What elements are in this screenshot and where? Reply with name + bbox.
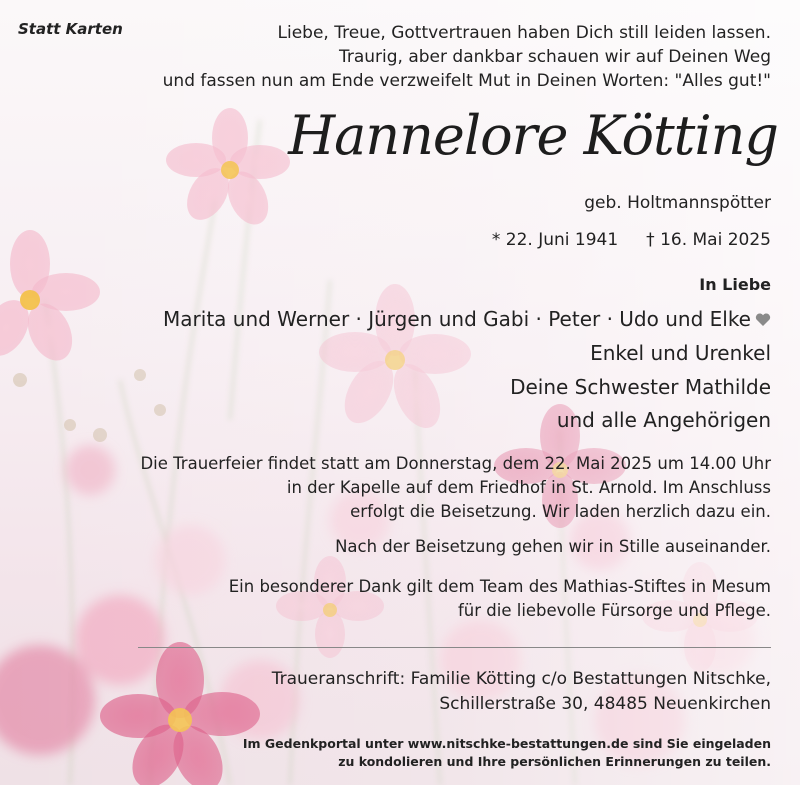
verse: [163, 21, 771, 93]
divider: [138, 647, 771, 648]
thanks-note: [229, 575, 771, 623]
mourner-line: [163, 303, 771, 337]
death-date: † 16. Mai 2025: [646, 230, 771, 250]
service-line: Die Trauerfeier findet statt am Donnerstag, dem 22. Mai 2025 um 14.00 Uhr: [140, 454, 771, 473]
verse-line: Liebe, Treue, Gottvertrauen haben Dich still leiden lassen.: [277, 23, 771, 43]
address-line: Schillerstraße 30, 48485 Neuenkirchen: [439, 694, 771, 714]
portal-line: Im Gedenkportal unter www.nitschke-bestattungen.de sind Sie eingeladen: [242, 736, 771, 751]
verse-line: und fassen nun am Ende verzweifelt Mut in Deinen Worten: "Alles gut!": [162, 71, 771, 91]
mourner-line: und alle Angehörigen: [556, 408, 771, 433]
mourning-address: [272, 667, 771, 717]
deceased-name: Hannelore Kötting: [288, 104, 778, 167]
funeral-service-info: [140, 452, 771, 524]
thanks-line: für die liebevolle Fürsorge und Pflege.: [457, 601, 771, 620]
mourner-line: Deine Schwester Mathilde: [510, 374, 771, 399]
verse-line: Traurig, aber dankbar schauen wir auf Deinen Weg: [338, 47, 771, 67]
heart-icon: [753, 304, 771, 338]
mourners-list: [163, 303, 771, 438]
portal-line: zu kondolieren und Ihre persönlichen Erinnerungen zu teilen.: [338, 754, 771, 769]
birth-date: * 22. Juni 1941: [491, 230, 619, 250]
mourner-line: Enkel und Urenkel: [590, 341, 771, 366]
after-burial-note: Nach der Beisetzung gehen wir in Stille auseinander.: [335, 537, 771, 556]
thanks-line: Ein besonderer Dank gilt dem Team des Mathias-Stiftes in Mesum: [228, 577, 771, 596]
in-love-label: In Liebe: [699, 275, 771, 294]
mourner-names: Marita und Werner · Jürgen und Gabi · Peter · Udo und Elke: [163, 307, 751, 331]
memorial-portal-note: [243, 735, 771, 771]
service-line: erfolgt die Beisetzung. Wir laden herzlich dazu ein.: [350, 502, 771, 521]
address-line: Traueranschrift: Familie Kötting c/o Bestattungen Nitschke,: [271, 669, 771, 689]
service-line: in der Kapelle auf dem Friedhof in St. Arnold. Im Anschluss: [286, 478, 771, 497]
maiden-name: geb. Holtmannspötter: [584, 193, 771, 213]
life-dates: [492, 230, 771, 250]
statt-karten-label: Statt Karten: [18, 20, 123, 38]
